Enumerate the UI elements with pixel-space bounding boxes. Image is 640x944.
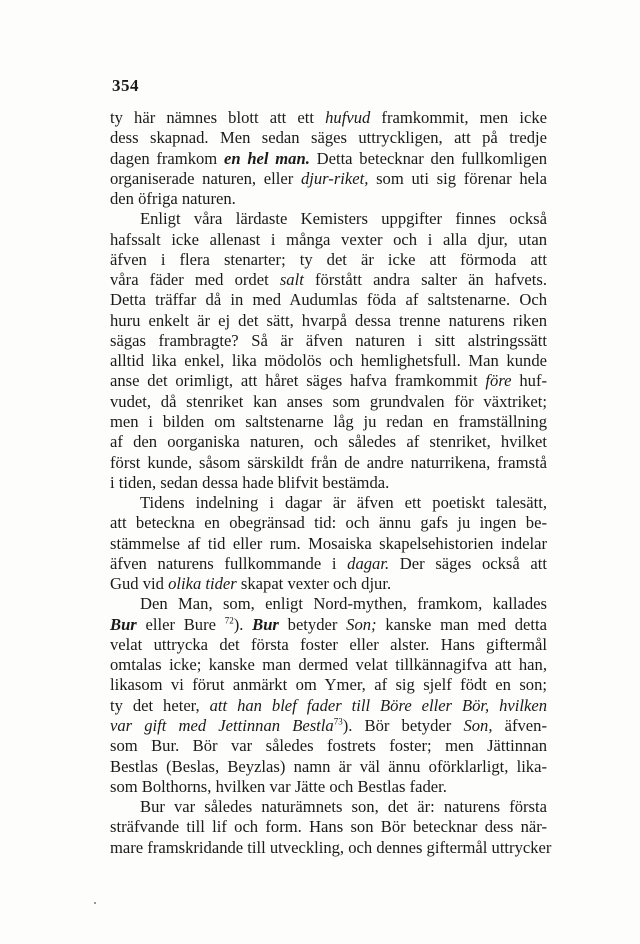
text-segment: äfven i flera stenarter; ty det är icke att förmoda att <box>110 249 547 269</box>
text-line <box>110 777 547 797</box>
text-line <box>110 169 547 189</box>
text-line <box>110 351 547 371</box>
text-line <box>110 635 547 655</box>
text-line <box>110 797 547 817</box>
text-line <box>110 675 547 695</box>
text-segment: anse det orimligt, att håret säges hafva framkommit <box>110 371 486 391</box>
text-line <box>110 453 547 473</box>
text-line <box>110 311 547 331</box>
text-line <box>110 493 547 513</box>
text-segment: omtalas icke; kanske man dermed velat tillkännagifva att han, <box>110 655 547 675</box>
text-line <box>110 412 547 432</box>
text-line <box>110 108 547 128</box>
text-line <box>110 574 547 594</box>
text-line <box>110 128 547 148</box>
text-segment: som Bur. Bör var således fostrets foster; men Jättinnan <box>110 736 547 756</box>
text-line <box>110 615 547 635</box>
text-segment: organiserade naturen, eller <box>110 168 301 188</box>
text-segment: som Bolthorns, hvilken var Jätte och Bestlas fader. <box>110 776 447 796</box>
text-line <box>110 230 547 250</box>
text-segment: dess skapnad. Men sedan säges uttryckligen, att på tredje <box>110 128 547 148</box>
paper-speck <box>94 902 96 904</box>
text-segment: olika tider <box>168 574 237 594</box>
text-line <box>110 817 547 837</box>
text-segment: Detta betecknar den fullkomligen <box>309 148 547 168</box>
text-line <box>110 594 547 614</box>
text-segment: huru enkelt är ej det sätt, hvarpå dessa trenne naturens riken <box>110 310 547 330</box>
text-segment: dagen framkom <box>110 148 224 168</box>
text-segment: Detta träffar då in med Audumlas föda af saltstenarne. Och <box>110 290 547 310</box>
text-segment: ). <box>233 614 253 634</box>
text-segment: äfven- <box>492 715 547 735</box>
text-line <box>110 473 547 493</box>
text-segment: hafssalt icke allenast i många vexter och i alla djur, utan <box>110 229 547 249</box>
text-segment: ty här nämnes blott att ett <box>110 108 326 127</box>
text-segment: våra fäder med ordet <box>110 270 280 290</box>
text-line <box>110 250 547 270</box>
text-segment: hufvud <box>325 108 371 127</box>
text-line <box>110 757 547 777</box>
text-segment: ty det heter, <box>110 695 210 715</box>
text-line <box>110 371 547 391</box>
text-segment: salt <box>279 270 304 290</box>
text-line <box>110 554 547 574</box>
text-segment: sträfvande till lif och form. Hans son Bör betecknar dess när- <box>110 817 547 837</box>
text-segment: före <box>485 371 512 391</box>
text-segment: mare framskridande till utveckling, och dennes giftermål uttrycker <box>110 837 552 857</box>
text-line <box>110 736 547 756</box>
text-segment: af den oorganiska naturen, och således af stenriket, hvilket <box>110 432 547 452</box>
text-line <box>110 149 547 169</box>
text-segment: ). Bör betyder <box>342 715 464 735</box>
text-line <box>110 696 547 716</box>
text-segment: den öfriga naturen. <box>110 189 236 209</box>
text-segment: Tidens indelning i dagar är äfven ett poetiskt talesätt, <box>140 493 547 513</box>
text-segment: att beteckna en obegränsad tid: och ännu gafs ju ingen be- <box>110 513 547 533</box>
text-line <box>110 534 547 554</box>
text-line <box>110 331 547 351</box>
text-segment: som uti sig förenar hela <box>368 168 547 188</box>
text-segment: Der säges också att <box>389 553 548 573</box>
text-line <box>110 513 547 533</box>
footnote-marker: 72 <box>224 615 234 626</box>
body-text <box>110 108 552 858</box>
text-segment: kanske man med detta <box>376 614 547 634</box>
text-segment: velat uttrycka det första foster eller alster. Hans giftermål <box>110 634 547 654</box>
text-segment: Enligt våra lärdaste Kemisters uppgifter finnes också <box>140 209 547 229</box>
text-segment: vudet, då stenriket kan anses som grundvalen för växtriket; <box>110 391 547 411</box>
text-segment: Son; <box>346 614 377 634</box>
text-line <box>110 209 547 229</box>
text-segment: djur-riket, <box>300 168 369 188</box>
text-segment: äfven naturens fullkommande i <box>110 553 348 573</box>
text-segment: eller Bure <box>136 614 225 634</box>
text-line <box>110 270 547 290</box>
text-line <box>110 655 547 675</box>
footnote-marker: 73 <box>333 716 343 727</box>
text-segment: Bur var således naturämnets son, det är: naturens första <box>140 797 547 817</box>
text-segment: betyder <box>278 614 347 634</box>
text-segment: skapat vexter och djur. <box>236 574 392 594</box>
text-segment: Bur <box>110 614 137 634</box>
text-line <box>110 392 547 412</box>
text-segment: alltid lika enkel, lika mödolös och hemlighetsfull. Man kunde <box>110 351 547 371</box>
text-line <box>110 432 547 452</box>
text-segment: huf- <box>511 371 547 391</box>
text-segment: men i bilden om saltstenarne låg ju redan en framställning <box>110 411 547 431</box>
text-segment: sägas frambragte? Så är äfven naturen i sitt alstringssätt <box>110 330 547 350</box>
text-line <box>110 716 547 736</box>
text-segment: Bestlas (Beslas, Beyzlas) namn är väl ännu oförklarligt, lika- <box>110 756 547 776</box>
text-segment: stämmelse af tid eller rum. Mosaiska skapelsehistorien indelar <box>110 533 547 553</box>
text-segment: dagar. <box>347 553 390 573</box>
text-segment: likasom vi förut anmärkt om Ymer, af sig sjelf födt en son; <box>110 675 547 695</box>
text-segment: Son, <box>463 715 493 735</box>
text-segment: Den Man, som, enligt Nord-mythen, framkom, kallades <box>140 594 547 614</box>
text-line <box>110 290 547 310</box>
text-segment: Gud vid <box>110 574 169 594</box>
text-line <box>110 837 552 858</box>
page-number: 354 <box>112 76 139 95</box>
text-segment: i tiden, sedan dessa hade blifvit bestämda. <box>110 472 390 492</box>
text-segment: framkommit, men icke <box>370 108 547 127</box>
text-segment: förstått andra salter än hafvets. <box>303 270 547 290</box>
text-line <box>110 189 547 209</box>
text-segment: en hel man. <box>223 148 310 168</box>
text-segment: var gift med Jettinnan Bestla <box>110 715 334 735</box>
text-segment: att han blef fader till Böre eller Bör, hvilken <box>209 695 547 715</box>
text-segment: först kunde, såsom särskildt från de andre naturrikena, framstå <box>110 452 547 472</box>
text-segment: Bur <box>252 614 279 634</box>
